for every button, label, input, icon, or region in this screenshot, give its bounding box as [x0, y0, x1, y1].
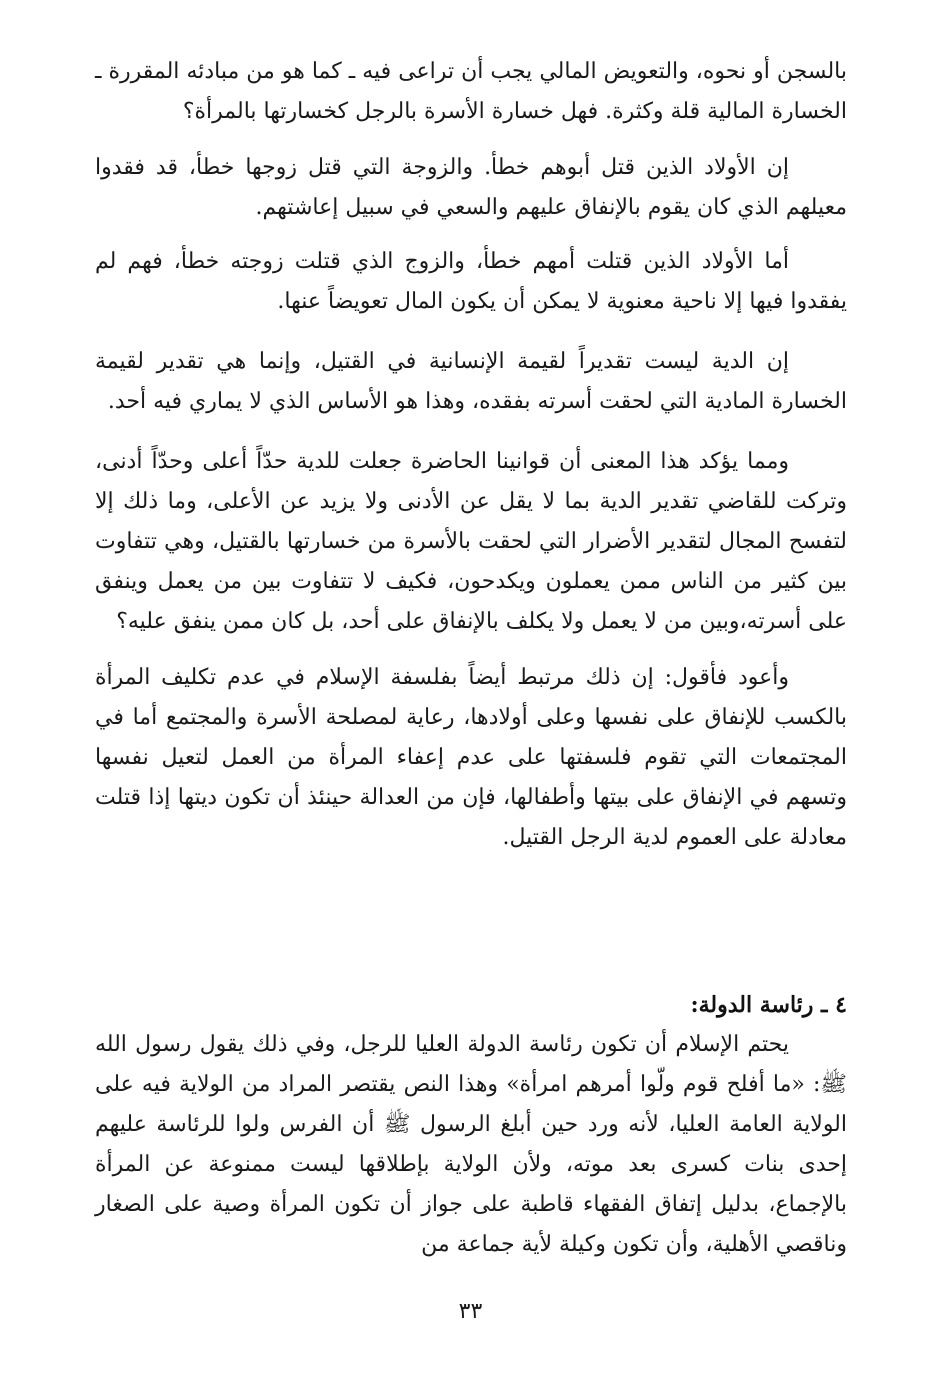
page-number: ٣٣ — [458, 1299, 483, 1324]
paragraph-6: وأعود فأقول: إن ذلك مرتبط أيضاً بفلسفة الإسلام في عدم تكليف المرأة بالكسب للإنفاق على نفسها وعلى أولادها، رعاية لمصلحة الأسرة والمجتمع أما في المجتمعات التي تقوم فلسفتها على عدم إعفاء المرأة من العمل لتعيل نفسها وتسهم في الإنفاق على بيتها وأطفالها، فإن من العدالة حينئذ أن تكون ديتها إذا قتلت معادلة على العموم لدية الرجل القتيل. — [95, 665, 847, 850]
section-paragraph: يحتم الإسلام أن تكون رئاسة الدولة العليا للرجل، وفي ذلك يقول رسول الله ﷺ: «ما أفلح قوم ولّوا أمرهم امرأة» وهذا النص يقتصر المراد من الولاية فيه على الولاية العامة العليا، لأنه ورد حين أبلغ الرسول ﷺ أن الفرس ولوا للرئاسة عليهم إحدى بنات كسرى بعد موته، ولأن الولاية بإطلاقها ليست ممنوعة عن المرأة بالإجماع، بدليل إتفاق الفقهاء قاطبة على جواز أن تكون المرأة وصية على الصغار وناقصي الأهلية، وأن تكون وكيلة لأية جماعة من — [95, 1032, 847, 1257]
paragraph-5: ومما يؤكد هذا المعنى أن قوانينا الحاضرة جعلت للدية حدّاً أعلى وحدّاً أدنى، وتركت للقاضي تقدير الدية بما لا يقل عن الأدنى ولا يزيد عن الأعلى، وما ذلك إلا لتفسح المجال لتقدير الأضرار التي لحقت بالأسرة من خسارتها بالقتيل، وهي تتفاوت بين كثير من الناس ممن يعملون ويكدحون، فكيف لا تتفاوت بين من يعمل وينفق على أسرته،وبين من لا يعمل ولا يكلف بالإنفاق على أحد، بل كان ممن ينفق عليه؟ — [95, 449, 847, 634]
paragraph-2: إن الأولاد الذين قتل أبوهم خطأ. والزوجة التي قتل زوجها خطأ، قد فقدوا معيلهم الذي كان يقوم بالإنفاق عليهم والسعي في سبيل إعاشتهم. — [95, 155, 847, 220]
paragraph-3: أما الأولاد الذين قتلت أمهم خطأ، والزوج الذي قتلت زوجته خطأ، فهم لم يفقدوا فيها إلا ناحية معنوية لا يمكن أن يكون المال تعويضاً عنها. — [95, 249, 847, 314]
section-heading: ٤ ـ رئاسة الدولة: — [690, 992, 847, 1018]
paragraph-1: بالسجن أو نحوه، والتعويض المالي يجب أن تراعى فيه ـ كما هو من مبادئه المقررة ـ الخسارة المالية قلة وكثرة. فهل خسارة الأسرة بالرجل كخسارتها بالمرأة؟ — [95, 59, 847, 124]
body-text-upper — [95, 52, 847, 858]
paragraph-4: إن الدية ليست تقديراً لقيمة الإنسانية في القتيل، وإنما هي تقدير لقيمة الخسارة المادية التي لحقت أسرته بفقده، وهذا هو الأساس الذي لا يماري فيه أحد. — [95, 349, 847, 414]
body-text-lower — [95, 1025, 847, 1265]
